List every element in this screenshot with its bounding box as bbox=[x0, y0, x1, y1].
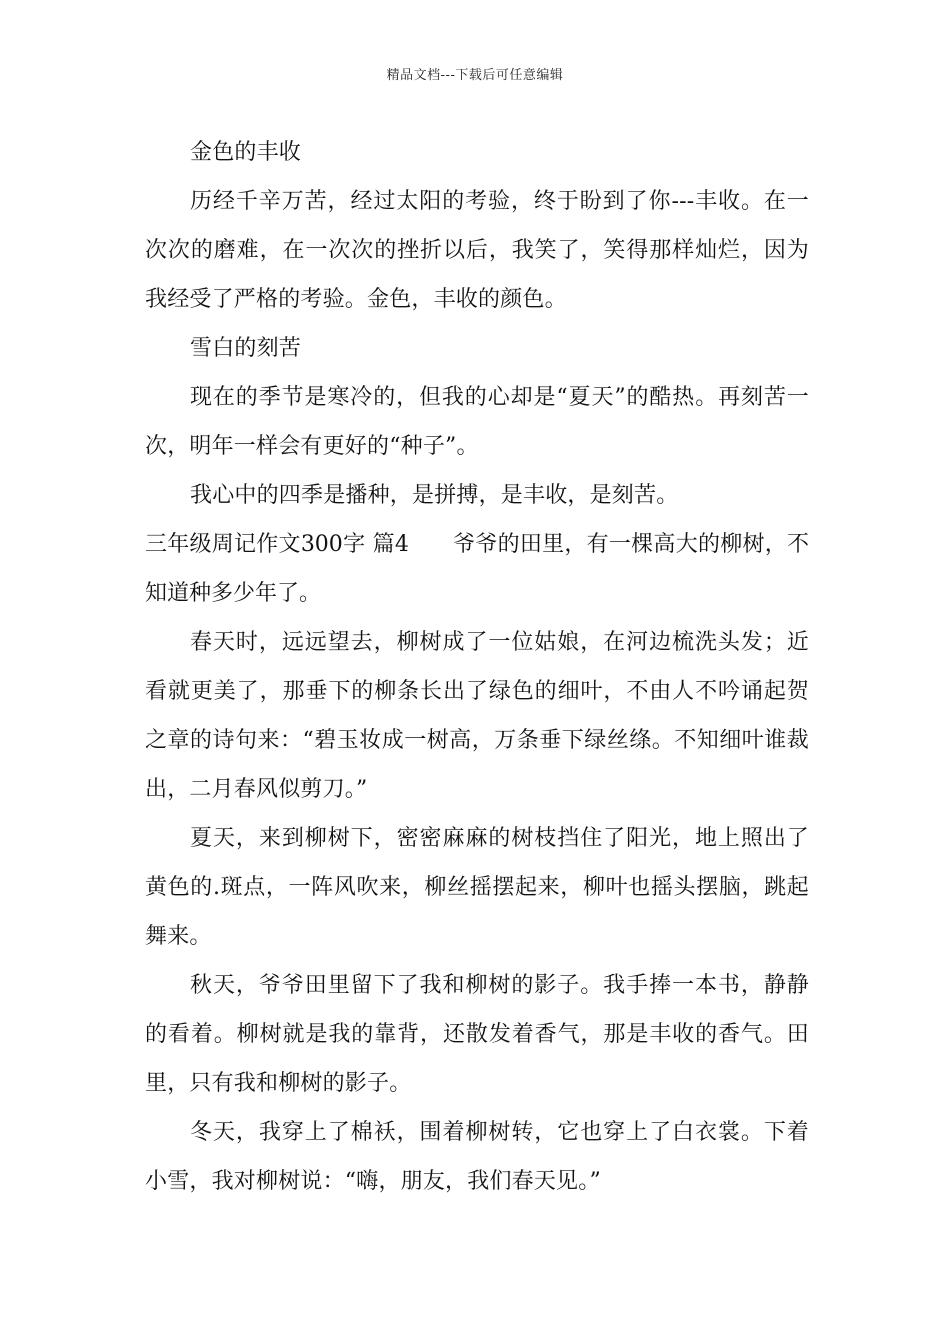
document-body bbox=[145, 128, 809, 1206]
paragraph-summer: 夏天，来到柳树下，密密麻麻的树枝挡住了阳光，地上照出了黄色的.斑点，一阵风吹来，柳丝摇摆起来，柳叶也摇头摆脑，跳起舞来。 bbox=[145, 826, 809, 949]
paragraph-winter: 现在的季节是寒冷的，但我的心却是“夏天”的酷热。再刻苦一次，明年一样会有更好的“种子”。 bbox=[145, 385, 809, 459]
paragraph-autumn: 秋天，爷爷田里留下了我和柳树的影子。我手捧一本书，静静的看着。柳树就是我的靠背，还散发着香气，那是丰收的香气。田里，只有我和柳树的影子。 bbox=[145, 973, 809, 1096]
paragraph-harvest: 历经千辛万苦，经过太阳的考验，终于盼到了你---丰收。在一次次的磨难，在一次次的挫折以后，我笑了，笑得那样灿烂，因为我经受了严格的考验。金色，丰收的颜色。 bbox=[145, 189, 809, 312]
subheading-golden-harvest: 金色的丰收 bbox=[190, 140, 302, 165]
paragraph-four-seasons: 我心中的四季是播种，是拼搏，是丰收，是刻苦。 bbox=[190, 483, 679, 508]
paragraph-willow-intro: 爷爷的田里，有一棵高大的柳树，不知道种多少年了。 bbox=[145, 532, 809, 606]
section-4-opening bbox=[145, 520, 809, 618]
section-heading: 三年级周记作文300字 篇4 bbox=[145, 532, 409, 557]
page-header: 精品文档---下载后可任意编辑 bbox=[386, 68, 564, 83]
paragraph-spring: 春天时，远远望去，柳树成了一位姑娘，在河边梳洗头发；近看就更美了，那垂下的柳条长出了绿色的细叶，不由人不吟诵起贺之章的诗句来：“碧玉妆成一树高，万条垂下绿丝绦。不知细叶谁裁出，二月春风似剪刀。” bbox=[145, 630, 809, 802]
subheading-snow-diligence: 雪白的刻苦 bbox=[190, 336, 302, 361]
paragraph-winter-willow: 冬天，我穿上了棉袄，围着柳树转，它也穿上了白衣裳。下着小雪，我对柳树说：“嗨，朋友，我们春天见。” bbox=[145, 1120, 809, 1194]
